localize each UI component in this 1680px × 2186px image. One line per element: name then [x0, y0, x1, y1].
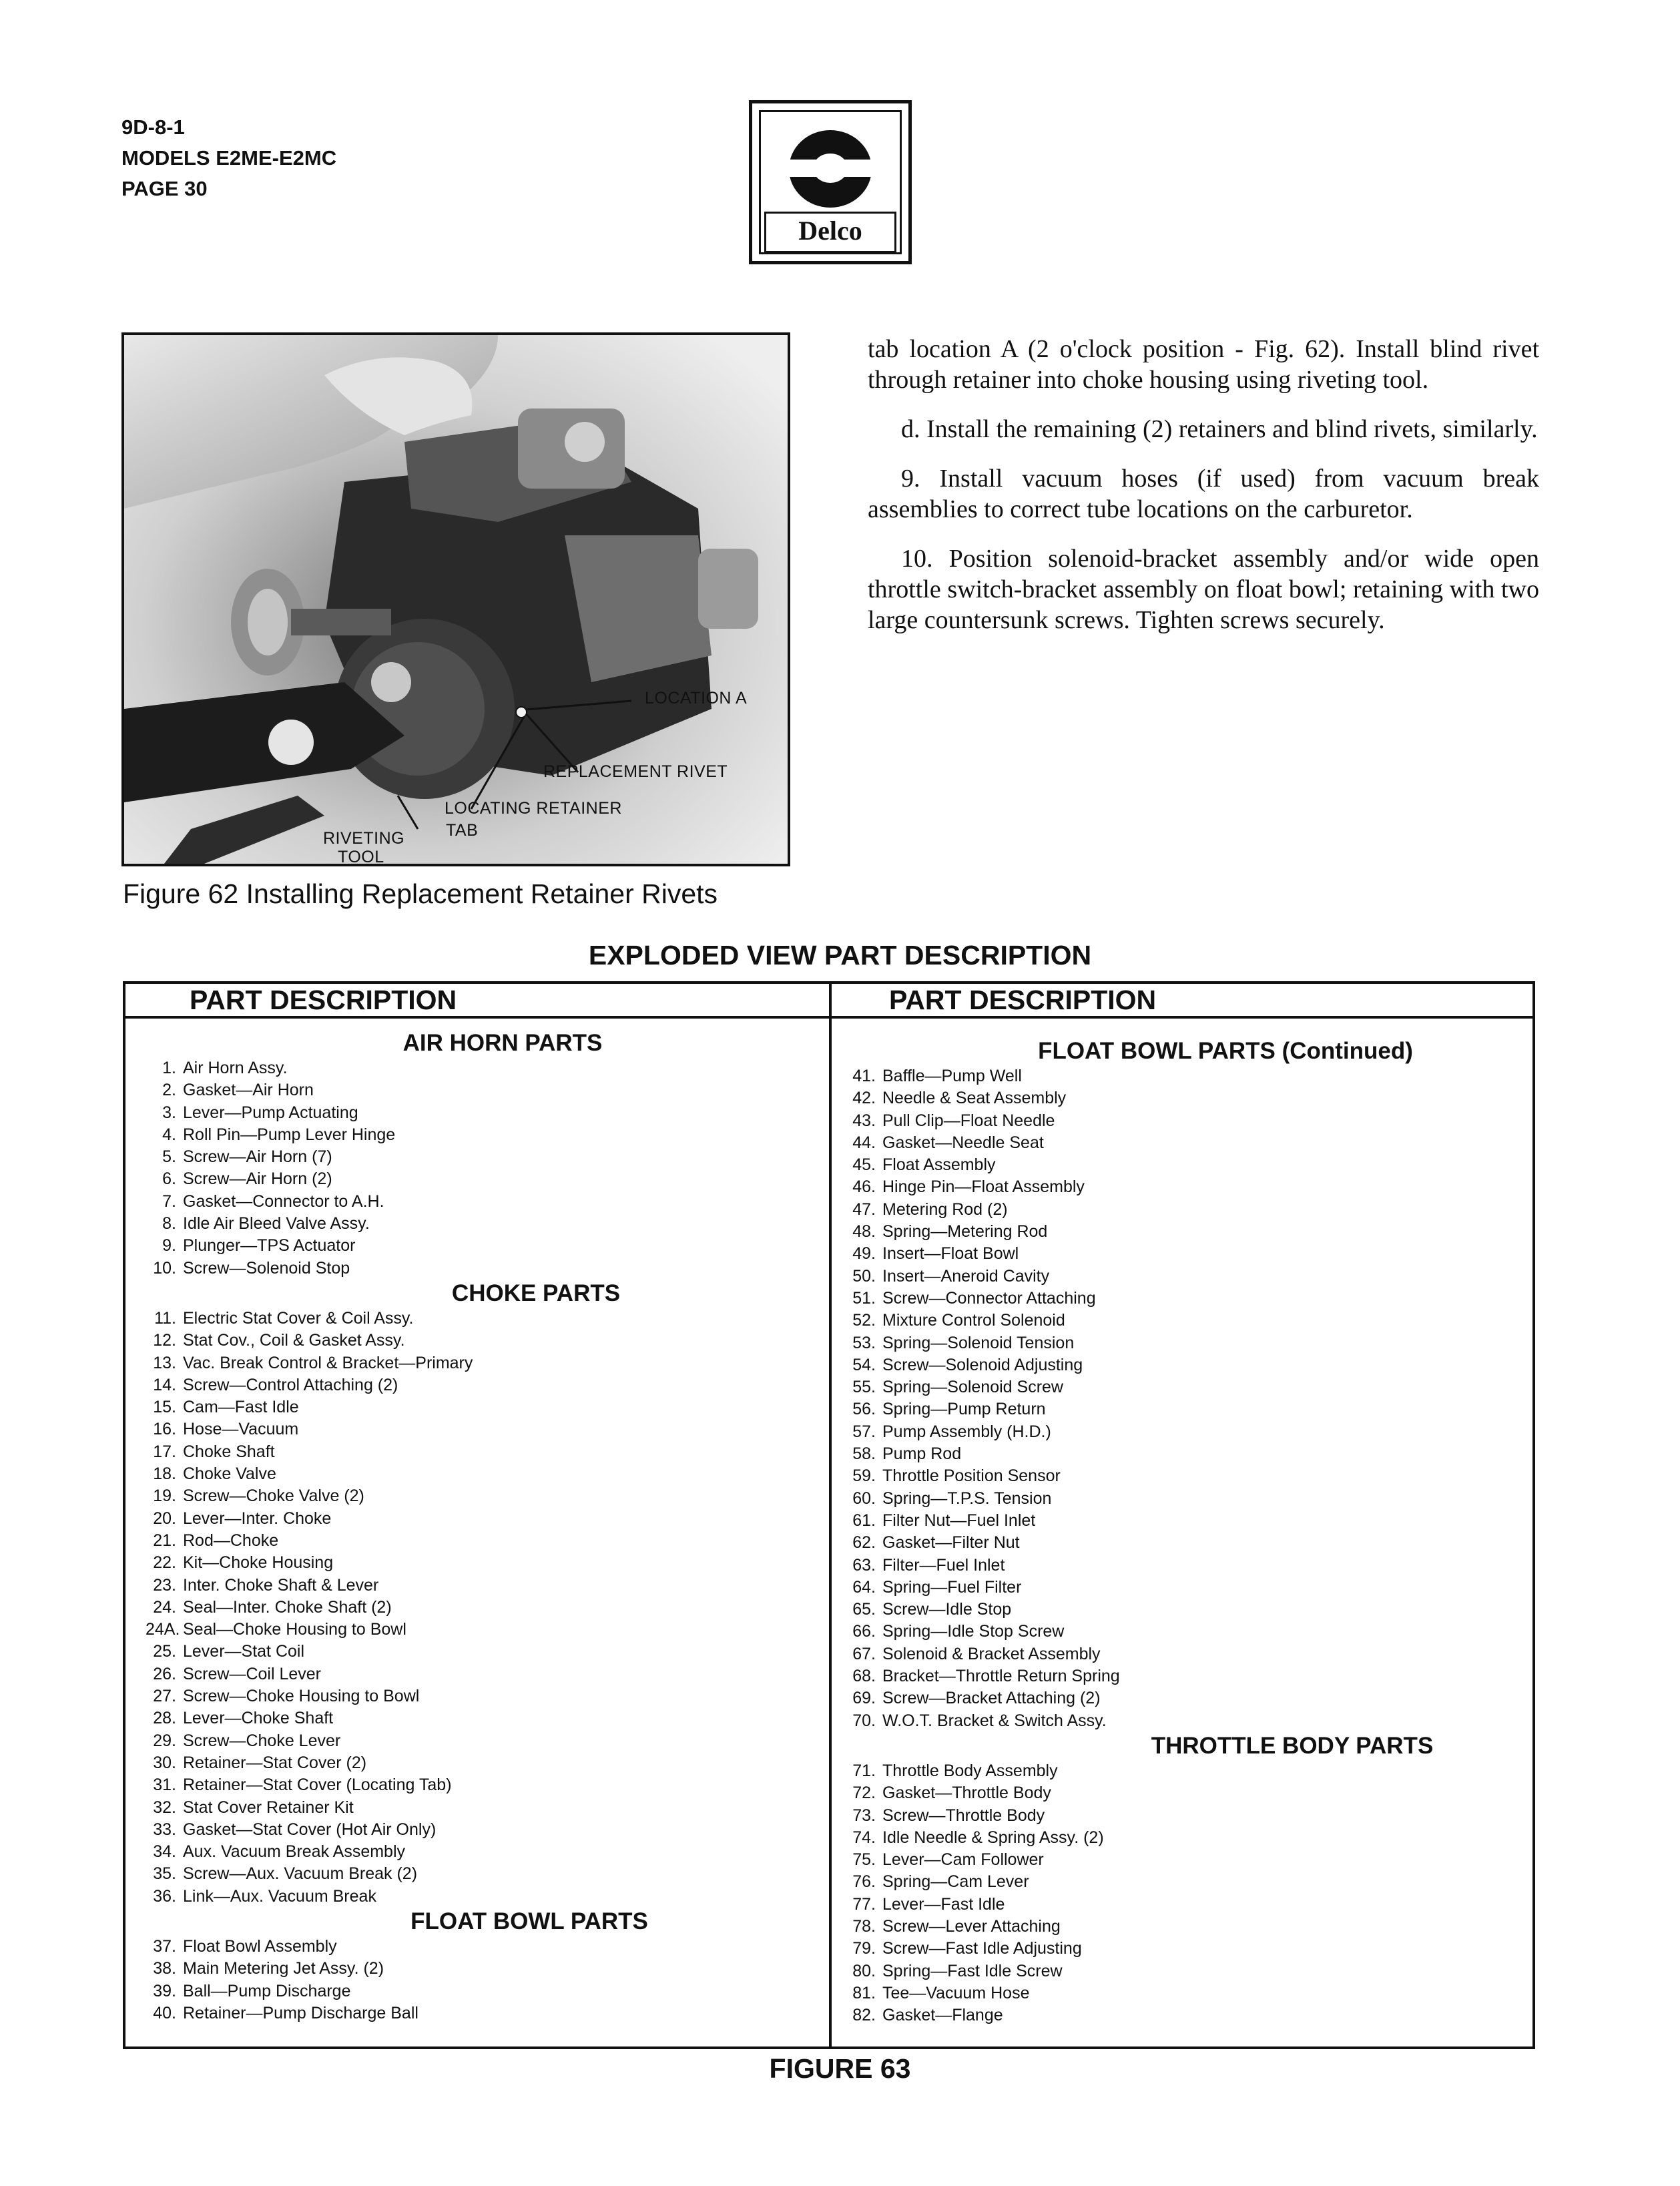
part-name: Screw—Choke Lever [183, 1731, 341, 1750]
throttle-body-parts-list [845, 1760, 1519, 2027]
list-item [845, 1894, 1519, 1916]
part-name: Throttle Position Sensor [882, 1466, 1061, 1486]
part-name: Lever—Pump Actuating [183, 1103, 358, 1122]
list-item [146, 1418, 806, 1440]
list-item [146, 1124, 806, 1146]
part-number: 42. [852, 1089, 876, 1108]
part-name: Spring—Fast Idle Screw [882, 1961, 1063, 1980]
part-name: Screw—Fast Idle Adjusting [882, 1939, 1082, 1958]
list-item [845, 1176, 1519, 1198]
part-number: 78. [852, 1916, 876, 1936]
float-bowl-continued-parts-list [845, 1065, 1519, 1732]
part-name: Lever—Inter. Choke [183, 1509, 332, 1528]
part-number: 34. [153, 1842, 176, 1862]
part-number: 24. [153, 1597, 176, 1617]
section-title-air-horn: AIR HORN PARTS [402, 1030, 603, 1056]
list-item [146, 1641, 806, 1663]
part-name: Aux. Vacuum Break Assembly [183, 1842, 406, 1862]
part-name: Pump Assembly (H.D.) [882, 1422, 1051, 1441]
list-item [845, 1221, 1519, 1243]
models-label: MODELS E2ME-E2MC [121, 146, 337, 170]
part-name: Choke Valve [183, 1464, 276, 1484]
part-number: 11. [154, 1308, 176, 1328]
part-name: Idle Air Bleed Valve Assy. [183, 1214, 370, 1234]
right-parts-column [845, 1037, 1519, 2026]
list-item [845, 1687, 1519, 1709]
table-title: EXPLODED VIEW PART DESCRIPTION [588, 940, 1092, 971]
list-item [845, 1110, 1519, 1132]
list-item [146, 1774, 806, 1796]
callout-tool: TOOL [338, 848, 384, 866]
part-name: Stat Cover Retainer Kit [183, 1798, 354, 1817]
part-number: 2. [162, 1081, 176, 1100]
list-item [146, 1980, 806, 2002]
list-item [146, 1597, 806, 1619]
list-item [845, 1871, 1519, 1893]
section-number: 9D-8-1 [121, 115, 185, 139]
part-name: Lever—Cam Follower [882, 1850, 1044, 1870]
part-number: 46. [852, 1177, 876, 1197]
section-title-float-bowl-continued: FLOAT BOWL PARTS (Continued) [1038, 1038, 1413, 1064]
figure-62-caption: Figure 62 Installing Replacement Retainer Rivets [123, 878, 718, 909]
part-name: Plunger—TPS Actuator [183, 1236, 356, 1256]
part-name: Lever—Stat Coil [183, 1642, 305, 1661]
part-name: Gasket—Filter Nut [882, 1533, 1020, 1553]
part-name: Mixture Control Solenoid [882, 1311, 1065, 1330]
part-name: Kit—Choke Housing [183, 1553, 334, 1573]
list-item [845, 1827, 1519, 1849]
list-item [146, 1663, 806, 1685]
part-name: Needle & Seat Assembly [882, 1089, 1067, 1108]
part-name: Screw—Throttle Body [882, 1806, 1045, 1825]
part-number: 16. [153, 1420, 176, 1439]
section-title-choke: CHOKE PARTS [451, 1280, 621, 1306]
list-item [146, 1235, 806, 1257]
list-item [845, 1710, 1519, 1732]
part-number: 35. [153, 1864, 176, 1884]
list-item [845, 1782, 1519, 1804]
part-name: Seal—Choke Housing to Bowl [183, 1620, 406, 1639]
callout-locating-retainer: LOCATING RETAINER [445, 799, 622, 818]
part-number: 61. [852, 1511, 876, 1530]
part-name: Roll Pin—Pump Lever Hinge [183, 1125, 396, 1144]
list-item [146, 1308, 806, 1330]
list-item [845, 1643, 1519, 1665]
list-item [845, 1577, 1519, 1599]
part-name: Screw—Choke Valve (2) [183, 1486, 364, 1506]
part-number: 72. [852, 1784, 876, 1803]
part-name: Float Bowl Assembly [183, 1936, 337, 1956]
part-name: Screw—Solenoid Stop [183, 1258, 350, 1278]
list-item [146, 1752, 806, 1774]
list-item [845, 1310, 1519, 1332]
part-number: 44. [852, 1133, 876, 1152]
part-name: Screw—Air Horn (2) [183, 1169, 332, 1189]
list-item [146, 1485, 806, 1507]
list-item [845, 1760, 1519, 1782]
part-name: Pump Rod [882, 1444, 962, 1464]
part-number: 5. [162, 1147, 176, 1167]
part-number: 56. [852, 1400, 876, 1419]
part-name: Float Assembly [882, 1155, 996, 1175]
list-item [845, 1805, 1519, 1827]
part-name: Electric Stat Cover & Coil Assy. [183, 1308, 414, 1328]
part-name: Filter Nut—Fuel Inlet [882, 1511, 1036, 1530]
part-number: 75. [852, 1850, 876, 1870]
part-name: Screw—Choke Housing to Bowl [183, 1687, 420, 1706]
list-item [146, 1352, 806, 1374]
part-number: 47. [852, 1199, 876, 1219]
part-number: 58. [852, 1444, 876, 1464]
list-item [146, 1841, 806, 1863]
callout-location-a: LOCATION A [645, 689, 748, 708]
list-item [845, 1332, 1519, 1354]
part-number: 82. [852, 2006, 876, 2025]
part-number: 50. [852, 1266, 876, 1286]
list-item [146, 1730, 806, 1752]
list-item [845, 1288, 1519, 1310]
figure-63-caption: FIGURE 63 [769, 2053, 911, 2084]
part-name: Rod—Choke [183, 1531, 279, 1550]
list-item [845, 1510, 1519, 1532]
part-name: Screw—Control Attaching (2) [183, 1375, 398, 1394]
part-number: 64. [852, 1577, 876, 1597]
part-number: 77. [852, 1894, 876, 1914]
left-parts-column [146, 1029, 806, 2024]
air-horn-parts-list [146, 1057, 806, 1280]
list-item [845, 1938, 1519, 1960]
part-number: 6. [162, 1169, 176, 1189]
part-number: 4. [162, 1125, 176, 1144]
part-number: 53. [852, 1333, 876, 1352]
list-item [146, 1079, 806, 1101]
part-number: 49. [852, 1244, 876, 1264]
part-name: Main Metering Jet Assy. (2) [183, 1959, 384, 1978]
part-number: 63. [852, 1555, 876, 1575]
list-item [146, 1530, 806, 1552]
paragraph-step-10: 10. Position solenoid-bracket assembly and/or wide open throttle switch-bracket assembly on float bowl; retaining with two large countersunk screws. Tighten screws securely. [868, 545, 1539, 634]
list-item [845, 1199, 1519, 1221]
part-number: 32. [153, 1798, 176, 1817]
list-item [845, 1132, 1519, 1154]
list-item [146, 1575, 806, 1597]
list-item [146, 1213, 806, 1235]
part-number: 57. [852, 1422, 876, 1441]
list-item [845, 1087, 1519, 1109]
part-number: 81. [852, 1983, 876, 2002]
part-number: 17. [153, 1442, 176, 1461]
part-name: Spring—Fuel Filter [882, 1577, 1022, 1597]
part-number: 73. [852, 1806, 876, 1825]
part-name: Idle Needle & Spring Assy. (2) [882, 1828, 1104, 1847]
part-number: 43. [852, 1111, 876, 1130]
part-name: Tee—Vacuum Hose [882, 1983, 1030, 2002]
part-number: 37. [153, 1936, 176, 1956]
list-item [146, 2002, 806, 2024]
list-item [146, 1619, 806, 1641]
list-item [146, 1057, 806, 1079]
part-name: Screw—Aux. Vacuum Break (2) [183, 1864, 418, 1884]
callout-replacement-rivet: REPLACEMENT RIVET [543, 762, 728, 781]
list-item [146, 1330, 806, 1352]
part-name: Seal—Inter. Choke Shaft (2) [183, 1597, 392, 1617]
list-item [845, 1243, 1519, 1265]
left-column-header [125, 984, 829, 1019]
part-number: 9. [162, 1236, 176, 1256]
list-item [845, 1376, 1519, 1398]
part-name: Retainer—Pump Discharge Ball [183, 2003, 418, 2022]
list-item [845, 1398, 1519, 1420]
list-item [146, 1508, 806, 1530]
part-name: Air Horn Assy. [183, 1059, 288, 1077]
part-name: Gasket—Flange [882, 2006, 1003, 2025]
part-number: 66. [852, 1622, 876, 1641]
part-number: 54. [852, 1355, 876, 1374]
list-item [845, 1849, 1519, 1871]
column-divider [829, 984, 832, 2046]
part-number: 69. [852, 1689, 876, 1708]
list-item [146, 1886, 806, 1908]
part-number: 62. [852, 1533, 876, 1553]
part-name: Retainer—Stat Cover (Locating Tab) [183, 1775, 452, 1795]
part-name: Link—Aux. Vacuum Break [183, 1886, 376, 1906]
part-number: 8. [162, 1214, 176, 1234]
list-item [845, 1532, 1519, 1554]
part-name: Baffle—Pump Well [882, 1067, 1022, 1085]
part-number: 41. [852, 1067, 876, 1085]
part-number: 25. [153, 1642, 176, 1661]
list-item [146, 1463, 806, 1485]
part-number: 20. [153, 1509, 176, 1528]
part-number: 80. [852, 1961, 876, 1980]
list-item [146, 1819, 806, 1841]
list-item [845, 1599, 1519, 1621]
list-item [845, 1960, 1519, 1982]
list-item [845, 2004, 1519, 2026]
delco-brand-text: Delco [764, 212, 896, 253]
part-name: Gasket—Needle Seat [882, 1133, 1044, 1152]
part-number: 26. [153, 1664, 176, 1683]
part-number: 38. [153, 1959, 176, 1978]
part-name: W.O.T. Bracket & Switch Assy. [882, 1711, 1107, 1730]
part-number: 71. [852, 1761, 876, 1780]
callout-riveting: RIVETING [323, 829, 405, 848]
part-name: Spring—Cam Lever [882, 1872, 1029, 1892]
part-number: 60. [852, 1488, 876, 1508]
part-number: 67. [852, 1644, 876, 1663]
list-item [146, 1258, 806, 1280]
list-item [146, 1102, 806, 1124]
part-description-table [123, 981, 1535, 2049]
part-number: 21. [153, 1531, 176, 1550]
part-name: Gasket—Air Horn [183, 1081, 314, 1100]
part-name: Stat Cov., Coil & Gasket Assy. [183, 1331, 405, 1350]
part-number: 39. [153, 1981, 176, 2000]
part-name: Screw—Solenoid Adjusting [882, 1355, 1083, 1374]
list-item [146, 1191, 806, 1213]
part-name: Retainer—Stat Cover (2) [183, 1753, 367, 1772]
list-item [146, 1441, 806, 1463]
part-number: 3. [162, 1103, 176, 1122]
paragraph-continuation: tab location A (2 o'clock position - Fig. 62). Install blind rivet through retainer into choke housing using riveting tool. [868, 335, 1539, 394]
part-name: Hose—Vacuum [183, 1420, 299, 1439]
delco-logo [749, 100, 912, 264]
list-item [845, 1488, 1519, 1510]
part-name: Ball—Pump Discharge [183, 1981, 351, 2000]
part-number: 52. [852, 1311, 876, 1330]
part-name: Gasket—Stat Cover (Hot Air Only) [183, 1820, 437, 1839]
part-name: Lever—Fast Idle [882, 1894, 1005, 1914]
carburetor-photo-illustration [124, 335, 788, 864]
list-item [845, 1065, 1519, 1087]
part-name: Spring—Pump Return [882, 1400, 1046, 1419]
list-item [845, 1555, 1519, 1577]
list-item [146, 1396, 806, 1418]
section-title-float-bowl: FLOAT BOWL PARTS [410, 1908, 648, 1934]
part-number: 79. [852, 1939, 876, 1958]
part-name: Pull Clip—Float Needle [882, 1111, 1055, 1130]
part-number: 59. [852, 1466, 876, 1486]
left-header-label: PART DESCRIPTION [190, 985, 457, 1015]
figure-62-photo [121, 332, 790, 866]
part-number: 12. [153, 1331, 176, 1350]
paragraph-step-d: d. Install the remaining (2) retainers and blind rivets, similarly. [901, 415, 1538, 443]
part-number: 27. [153, 1687, 176, 1706]
list-item [146, 1958, 806, 1980]
list-item [146, 1552, 806, 1574]
list-item [845, 1421, 1519, 1443]
part-name: Vac. Break Control & Bracket—Primary [183, 1353, 473, 1372]
part-number: 30. [153, 1753, 176, 1772]
part-name: Screw—Air Horn (7) [183, 1147, 332, 1167]
part-name: Hinge Pin—Float Assembly [882, 1177, 1085, 1197]
part-number: 28. [153, 1709, 176, 1728]
part-name: Screw—Idle Stop [882, 1600, 1012, 1619]
list-item [845, 1916, 1519, 1938]
part-name: Screw—Connector Attaching [882, 1288, 1096, 1308]
list-item [845, 1465, 1519, 1487]
part-name: Screw—Coil Lever [183, 1664, 322, 1683]
part-name: Throttle Body Assembly [882, 1761, 1058, 1780]
part-number: 31. [153, 1775, 176, 1795]
part-number: 22. [153, 1553, 176, 1573]
paragraph-step-9: 9. Install vacuum hoses (if used) from vacuum break assemblies to correct tube locations on the carburetor. [868, 465, 1539, 523]
choke-parts-list [146, 1308, 806, 1908]
part-name: Insert—Aneroid Cavity [882, 1266, 1050, 1286]
page-number: PAGE 30 [121, 177, 208, 200]
part-number: 33. [153, 1820, 176, 1839]
list-item [845, 1354, 1519, 1376]
part-name: Choke Shaft [183, 1442, 275, 1461]
part-name: Metering Rod (2) [882, 1199, 1008, 1219]
part-number: 76. [852, 1872, 876, 1892]
list-item [146, 1936, 806, 1958]
list-item [845, 1982, 1519, 2004]
part-number: 70. [852, 1711, 876, 1730]
list-item [845, 1665, 1519, 1687]
part-number: 13. [153, 1353, 176, 1372]
part-number: 55. [852, 1378, 876, 1397]
part-name: Spring—Metering Rod [882, 1222, 1048, 1242]
part-number: 74. [852, 1828, 876, 1847]
list-item [146, 1863, 806, 1885]
list-item [146, 1797, 806, 1819]
part-name: Spring—Solenoid Tension [882, 1333, 1075, 1352]
part-number: 7. [162, 1191, 176, 1211]
part-number: 65. [852, 1600, 876, 1619]
part-name: Insert—Float Bowl [882, 1244, 1019, 1264]
float-bowl-parts-list [146, 1936, 806, 2024]
part-name: Bracket—Throttle Return Spring [882, 1667, 1120, 1686]
part-number: 51. [852, 1288, 876, 1308]
part-number: 45. [852, 1155, 876, 1175]
part-name: Solenoid & Bracket Assembly [882, 1644, 1101, 1663]
part-name: Spring—Idle Stop Screw [882, 1622, 1065, 1641]
part-name: Spring—Solenoid Screw [882, 1378, 1063, 1397]
part-name: Screw—Bracket Attaching (2) [882, 1689, 1101, 1708]
list-item [146, 1146, 806, 1168]
part-number: 10. [153, 1258, 176, 1278]
list-item [146, 1707, 806, 1729]
part-name: Lever—Choke Shaft [183, 1709, 334, 1728]
part-number: 18. [153, 1464, 176, 1484]
page-header [121, 112, 336, 204]
part-number: 40. [153, 2003, 176, 2022]
part-number: 48. [852, 1222, 876, 1242]
part-name: Gasket—Connector to A.H. [183, 1191, 384, 1211]
right-header-label: PART DESCRIPTION [889, 985, 1157, 1015]
list-item [845, 1154, 1519, 1176]
callout-tab: TAB [446, 821, 479, 840]
part-name: Inter. Choke Shaft & Lever [183, 1575, 379, 1595]
part-name: Screw—Lever Attaching [882, 1916, 1061, 1936]
list-item [146, 1374, 806, 1396]
part-number: 1. [162, 1059, 176, 1077]
section-title-throttle-body: THROTTLE BODY PARTS [1151, 1732, 1434, 1759]
part-number: 68. [852, 1667, 876, 1686]
part-number: 19. [153, 1486, 176, 1506]
part-number: 15. [153, 1398, 176, 1417]
list-item [845, 1443, 1519, 1465]
part-name: Spring—T.P.S. Tension [882, 1488, 1052, 1508]
list-item [146, 1685, 806, 1707]
part-name: Filter—Fuel Inlet [882, 1555, 1005, 1575]
part-number: 29. [153, 1731, 176, 1750]
right-column-header [832, 984, 1532, 1019]
list-item [845, 1621, 1519, 1643]
part-name: Gasket—Throttle Body [882, 1784, 1051, 1803]
part-name: Cam—Fast Idle [183, 1398, 299, 1417]
list-item [845, 1266, 1519, 1288]
part-number: 36. [153, 1886, 176, 1906]
part-number: 24A. [146, 1620, 180, 1639]
part-number: 23. [153, 1575, 176, 1595]
instructions-text [868, 334, 1539, 654]
part-number: 14. [153, 1375, 176, 1394]
list-item [146, 1168, 806, 1190]
